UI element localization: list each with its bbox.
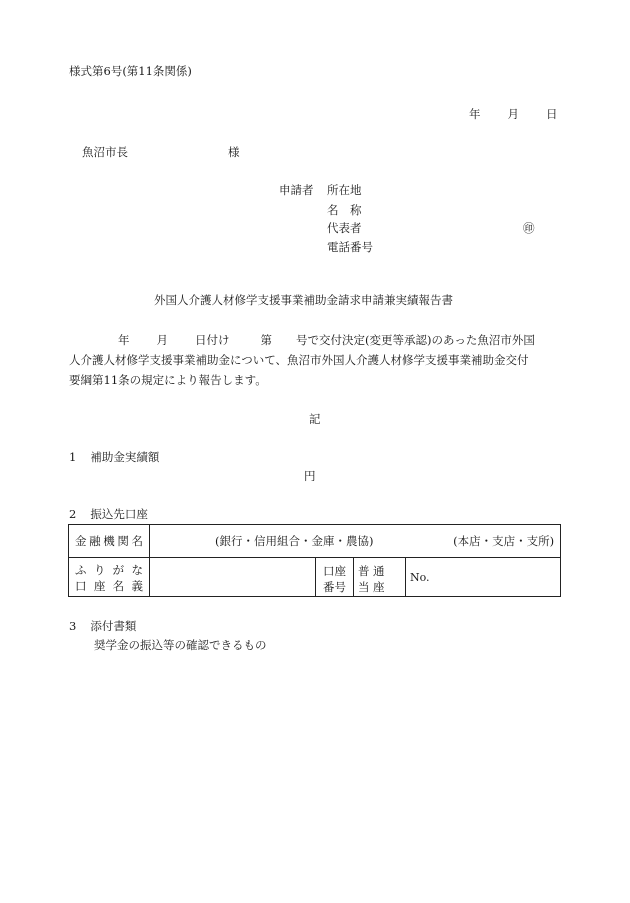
date-line bbox=[469, 109, 558, 121]
section-3-title: 添付書類 bbox=[90, 619, 137, 633]
holder-label-char: 義 bbox=[131, 579, 143, 593]
account-number-label-cell bbox=[316, 558, 354, 597]
bank-row bbox=[69, 525, 561, 558]
account-no-label: No. bbox=[410, 571, 430, 584]
holder-label-char: 名 bbox=[112, 579, 125, 593]
section-1-number: 1 bbox=[69, 450, 77, 464]
body-paragraph bbox=[69, 330, 563, 390]
bank-label-char: 機 bbox=[103, 534, 115, 548]
body-line-1 bbox=[69, 330, 563, 350]
account-type-char: 座 bbox=[373, 580, 385, 594]
bank-account-table bbox=[68, 524, 561, 597]
account-label-line: 口座 bbox=[323, 564, 346, 578]
account-label-line: 番号 bbox=[323, 580, 346, 594]
body-year-label: 年 bbox=[118, 333, 130, 347]
form-number: 様式第6号(第11条関係) bbox=[69, 64, 192, 78]
furigana-label-char: が bbox=[112, 563, 125, 577]
section-1-heading bbox=[69, 452, 159, 464]
holder-name-value-cell[interactable] bbox=[150, 558, 316, 597]
yen-unit: 円 bbox=[304, 469, 316, 483]
section-2-number: 2 bbox=[69, 507, 77, 521]
applicant-phone-label: 電話番号 bbox=[327, 240, 373, 254]
bank-label-char: 名 bbox=[131, 534, 143, 548]
section-2-heading bbox=[69, 509, 148, 521]
body-line-1-rest: 号で交付決定(変更等承認)のあった魚沼市外国 bbox=[296, 333, 535, 347]
body-line-2: 人介護人材修学支援事業補助金について、魚沼市外国人介護人材修学支援事業補助金交付 bbox=[69, 353, 529, 367]
date-year-label: 年 bbox=[469, 107, 481, 121]
applicant-label: 申請者 bbox=[279, 183, 314, 197]
furigana-label-char: り bbox=[93, 563, 106, 577]
holder-label-cell bbox=[69, 558, 150, 597]
date-month-label: 月 bbox=[507, 107, 519, 121]
seal-mark: ㊞ bbox=[523, 221, 535, 235]
applicant-name-label: 名 称 bbox=[327, 203, 362, 217]
attachment-item: 奨学金の振込等の確認できるもの bbox=[94, 638, 267, 652]
section-3-heading bbox=[69, 621, 136, 633]
body-month-label: 月 bbox=[156, 333, 168, 347]
section-3-number: 3 bbox=[69, 619, 77, 633]
ki-heading: 記 bbox=[309, 412, 321, 426]
bank-types-text: (銀行・信用組合・金庫・農協) bbox=[215, 534, 374, 548]
furigana-label-char: ふ bbox=[75, 563, 87, 577]
bank-label-char: 金 bbox=[75, 534, 87, 548]
account-type-char: 当 bbox=[358, 580, 370, 594]
holder-label-char: 口 bbox=[75, 579, 87, 593]
bank-name-label-cell bbox=[69, 525, 150, 558]
furigana-label-char: な bbox=[131, 563, 143, 577]
account-type-cell bbox=[354, 558, 389, 597]
bank-label-char: 融 bbox=[89, 534, 101, 548]
account-number-value-cell[interactable] bbox=[406, 558, 561, 597]
bank-name-value-cell[interactable] bbox=[150, 525, 561, 558]
document-title: 外国人介護人材修学支援事業補助金請求申請兼実績報告書 bbox=[154, 293, 453, 307]
section-2-title: 振込先口座 bbox=[90, 507, 148, 521]
bank-label-char: 関 bbox=[117, 534, 129, 548]
account-row bbox=[69, 558, 561, 597]
body-dated-label: 日付け bbox=[195, 333, 230, 347]
section-1-title: 補助金実績額 bbox=[90, 450, 160, 464]
addressee-name: 魚沼市長 bbox=[82, 145, 128, 159]
account-type-char: 普 bbox=[358, 564, 370, 578]
addressee-honorific: 様 bbox=[228, 145, 240, 159]
date-day-label: 日 bbox=[546, 107, 558, 121]
holder-label-char: 座 bbox=[93, 579, 106, 593]
branch-types-text: (本店・支店・支所) bbox=[453, 534, 555, 548]
body-line-3: 要綱第11条の規定により報告します。 bbox=[69, 373, 267, 387]
account-type-spacer bbox=[389, 558, 406, 597]
body-number-label: 第 bbox=[260, 333, 272, 347]
applicant-representative-label: 代表者 bbox=[327, 221, 362, 235]
applicant-address-label: 所在地 bbox=[327, 183, 362, 197]
account-type-char: 通 bbox=[373, 564, 385, 578]
